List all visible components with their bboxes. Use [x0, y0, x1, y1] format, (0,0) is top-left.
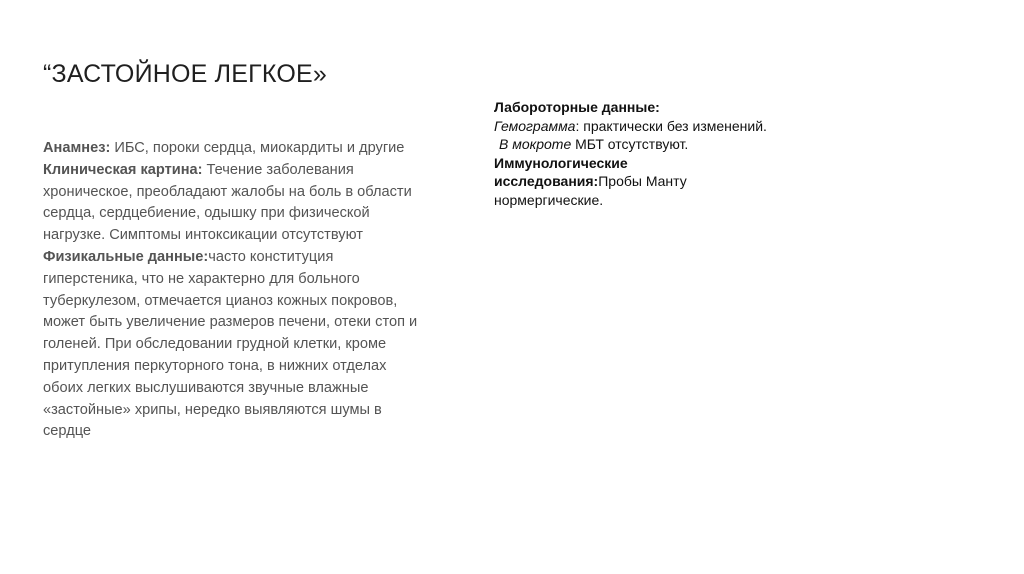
hemogram-text: : практически без изменений. [575, 117, 767, 134]
anamnesis-text: ИБС, пороки сердца, миокардиты и другие [110, 140, 405, 156]
anamnesis-label: Анамнез: [43, 140, 111, 156]
left-text-block [43, 138, 418, 443]
slide-title: “ЗАСТОЙНОЕ ЛЕГКОЕ» [43, 60, 327, 88]
physical-paragraph [43, 247, 418, 443]
sputum-text: МБТ отсутствуют. [571, 136, 689, 152]
clinical-paragraph [43, 160, 418, 247]
immuno-label: Иммунологические исследования: [494, 154, 628, 189]
immuno-text: Пробы Манту нормергические. [494, 173, 687, 208]
physical-text: часто конституция гиперстеника, что не характерно для больного туберкулезом, отмечается цианоз кожных покровов, может быть увеличение размеров печени, отеки стоп и голеней. При обследовании грудной клетки, кроме притупления перкуторного тона, в нижних отделах обоих легких выслушиваются звучные влажные «застойные» хрипы, нередко выявляются шумы в сердце [43, 248, 418, 440]
sputum-label: В мокроте [499, 136, 572, 152]
anamnesis-paragraph [43, 138, 418, 160]
physical-label: Физикальные данные: [43, 248, 209, 265]
sputum-paragraph [494, 135, 824, 154]
hemogram-label: Гемограмма [494, 117, 576, 134]
right-text-block [494, 98, 824, 209]
clinical-text: Течение заболевания хроническое, преобладают жалобы на боль в области сердца, сердцебиение, одышку при физической нагрузке. Симптомы интоксикации отсутствуют [43, 161, 412, 244]
immuno-paragraph [494, 154, 694, 210]
clinical-label: Клиническая картина: [43, 161, 203, 178]
hemogram-paragraph [494, 117, 824, 136]
lab-label: Лабороторные данные: [494, 99, 660, 115]
lab-heading-paragraph [494, 98, 824, 117]
